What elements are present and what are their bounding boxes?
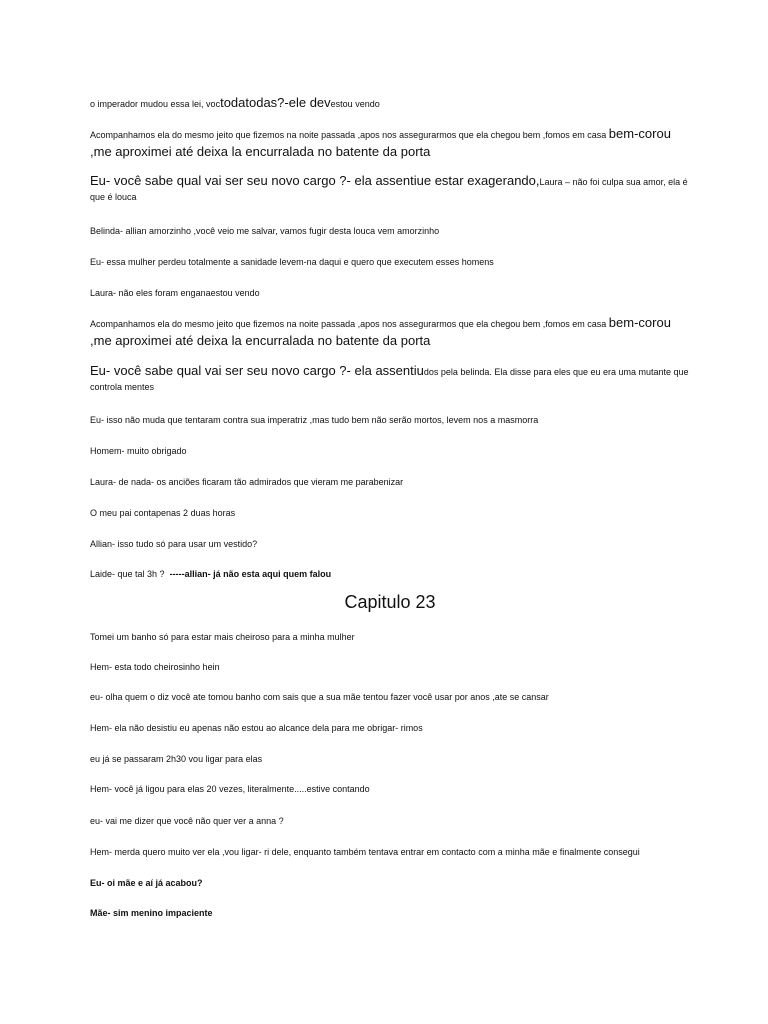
paragraph-3: Eu- você sabe qual vai ser seu novo cargo ?- ela assentiue estar exagerando,Laura – não foi culpa sua amor, ela é que é louca bbox=[90, 173, 688, 202]
paragraph-2: Acompanhamos ela do mesmo jeito que fizemos na noite passada ,apos nos assegurarmos que ela chegou bem ,fomos em casa bem-corou ,me aproximei até deixa la encurralada no batente da porta bbox=[90, 126, 671, 159]
paragraph-13: Allian- isso tudo só para usar um vestido? bbox=[90, 539, 258, 549]
paragraph-10: Homem- muito obrigado bbox=[90, 446, 187, 456]
chapter-paragraph-2: Hem- esta todo cheirosinho hein bbox=[90, 662, 220, 672]
chapter-title: Capitulo 23 bbox=[344, 592, 436, 612]
chapter-paragraph-5: eu já se passaram 2h30 vou ligar para elas bbox=[90, 754, 263, 764]
paragraph-7: Acompanhamos ela do mesmo jeito que fizemos na noite passada ,apos nos assegurarmos que ela chegou bem ,fomos em casa bem-corou ,me aproximei até deixa la encurralada no batente da porta bbox=[90, 315, 671, 348]
chapter-paragraph-1: Tomei um banho só para estar mais cheiroso para a minha mulher bbox=[90, 632, 355, 642]
chapter-paragraph-6: Hem- você já ligou para elas 20 vezes, literalmente.....estive contando bbox=[90, 784, 370, 794]
paragraph-8: Eu- você sabe qual vai ser seu novo cargo ?- ela assentiudos pela belinda. Ela disse para eles que eu era uma mutante que controla mentes bbox=[90, 363, 689, 392]
chapter-paragraph-10: Mãe- sim menino impaciente bbox=[90, 908, 213, 918]
chapter-paragraph-8: Hem- merda quero muito ver ela ,vou ligar- ri dele, enquanto também tentava entrar em contacto com a minha mãe e finalmente consegui bbox=[90, 847, 640, 857]
paragraph-12: O meu pai contapenas 2 duas horas bbox=[90, 508, 236, 518]
paragraph-14: Laide- que tal 3h ? -----allian- já não esta aqui quem falou bbox=[90, 569, 332, 579]
paragraph-9: Eu- isso não muda que tentaram contra sua imperatriz ,mas tudo bem não serão mortos, levem nos a masmorra bbox=[90, 415, 539, 425]
paragraph-1: o imperador mudou essa lei, voctodatodas?-ele devestou vendo bbox=[90, 95, 380, 110]
paragraph-5: Eu- essa mulher perdeu totalmente a sanidade levem-na daqui e quero que executem esses homens bbox=[90, 257, 494, 267]
chapter-paragraph-9: Eu- oi mãe e aí já acabou? bbox=[90, 878, 203, 888]
chapter-paragraph-4: Hem- ela não desistiu eu apenas não estou ao alcance dela para me obrigar- rimos bbox=[90, 723, 423, 733]
chapter-paragraph-7: eu- vai me dizer que você não quer ver a anna ? bbox=[90, 816, 284, 826]
paragraph-4: Belinda- allian amorzinho ,você veio me salvar, vamos fugir desta louca vem amorzinho bbox=[90, 226, 440, 236]
paragraph-6: Laura- não eles foram enganaestou vendo bbox=[90, 288, 260, 298]
paragraph-11: Laura- de nada- os anciões ficaram tão admirados que vieram me parabenizar bbox=[90, 477, 404, 487]
chapter-paragraph-3: eu- olha quem o diz você ate tomou banho com sais que a sua mãe tentou fazer você usar por anos ,ate se cansar bbox=[90, 692, 549, 702]
